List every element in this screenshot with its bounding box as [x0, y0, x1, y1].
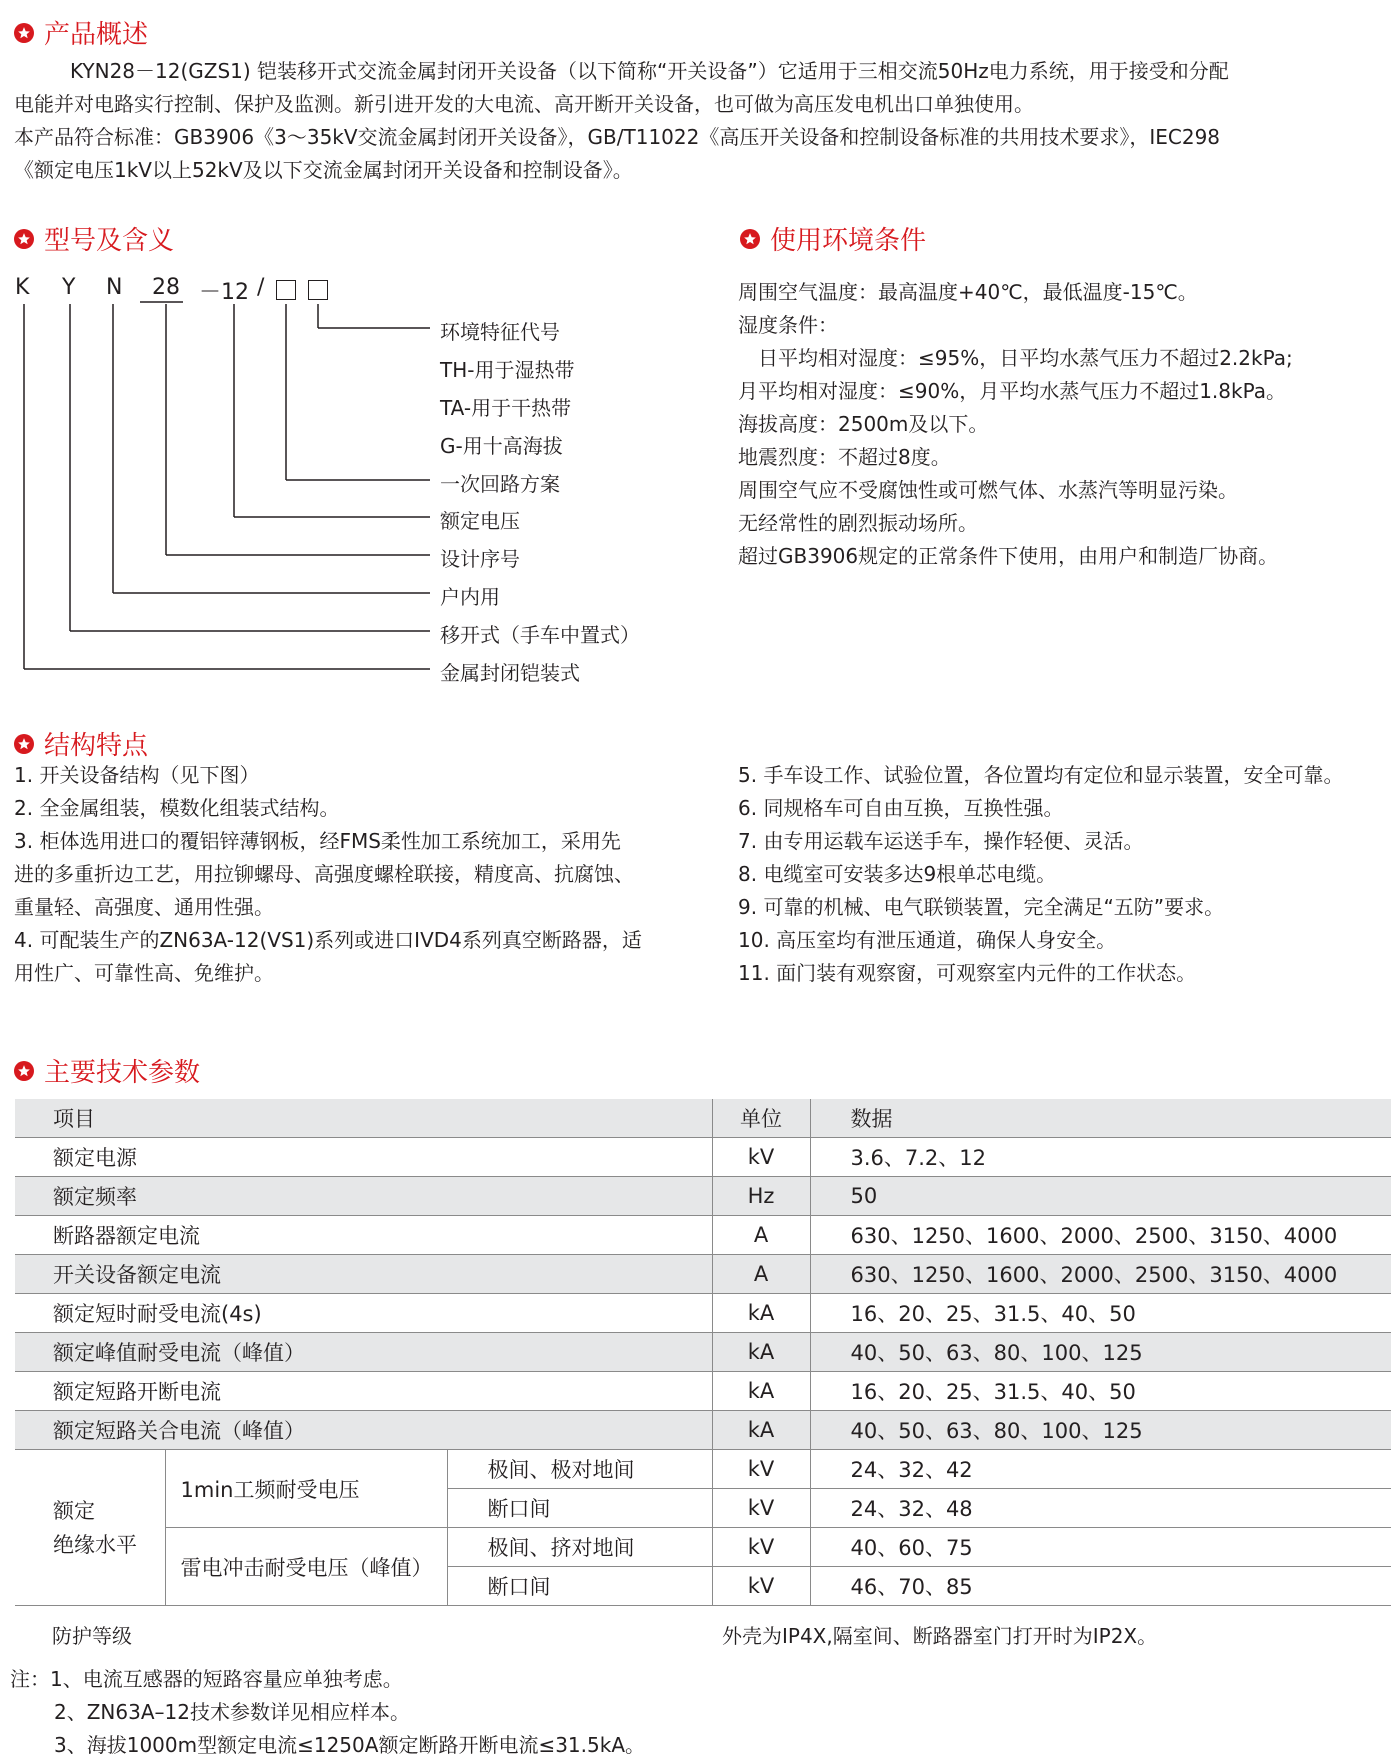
structure-item: 用性广、可靠性高、免维护。	[14, 961, 274, 985]
structure-item: 3. 柜体选用进口的覆铝锌薄钢板，经FMS柔性加工系统加工，采用先	[14, 829, 621, 853]
structure-title: 结构特点	[44, 731, 149, 761]
row-value: 24、32、42	[810, 1450, 1391, 1489]
structure-heading	[14, 725, 148, 762]
note-line: 2、ZN63A–12技术参数详见相应样本。	[54, 1700, 410, 1724]
model-label-th: TH-用于湿热带	[440, 358, 575, 382]
row-item: 额定短路关合电流（峰值）	[15, 1411, 712, 1450]
row-item: 额定峰值耐受电流（峰值）	[15, 1333, 712, 1372]
star-icon	[740, 229, 760, 249]
row-value: 630、1250、1600、2000、2500、3150、4000	[810, 1216, 1391, 1255]
header-item: 项目	[15, 1099, 712, 1138]
row-value: 46、70、85	[810, 1567, 1391, 1606]
row-item: 额定电源	[15, 1138, 712, 1177]
row-item: 额定短时耐受电流(4s)	[15, 1294, 712, 1333]
code-voltage: －12	[199, 280, 249, 305]
row-unit: kA	[712, 1294, 810, 1333]
insulation-group: 雷电冲击耐受电压（峰值）	[165, 1528, 447, 1606]
row-item: 开关设备额定电流	[15, 1255, 712, 1294]
structure-item: 进的多重折边工艺，用拉铆螺母、高强度螺栓联接，精度高、抗腐蚀、	[14, 862, 634, 886]
row-value: 40、60、75	[810, 1528, 1391, 1567]
structure-left	[14, 759, 714, 990]
environment-line: 周围空气应不受腐蚀性或可燃气体、水蒸汽等明显污染。	[738, 478, 1238, 502]
insulation-sub: 断口间	[447, 1489, 712, 1528]
code-letter-n: N	[106, 275, 123, 300]
structure-item: 9. 可靠的机械、电气联锁装置，完全满足“五防”要求。	[738, 895, 1225, 919]
insulation-sub: 极间、极对地间	[447, 1450, 712, 1489]
model-label-g: G-用十高海拔	[440, 434, 563, 458]
row-item: 额定频率	[15, 1177, 712, 1216]
structure-item: 5. 手车设工作、试验位置，各位置均有定位和显示装置，安全可靠。	[738, 763, 1344, 787]
table-row	[15, 1333, 1391, 1372]
model-label-indoor: 户内用	[440, 585, 500, 609]
model-diagram-lines	[0, 0, 460, 690]
model-label-scheme: 一次回路方案	[440, 472, 560, 496]
specs-table	[15, 1099, 1391, 1606]
code-letter-y: Y	[62, 275, 76, 300]
header-value: 数据	[810, 1099, 1391, 1138]
model-label-withdrawable: 移开式（手车中置式）	[440, 623, 640, 647]
environment-line: 月平均相对湿度：≤90%，月平均水蒸气压力不超过1.8kPa。	[738, 379, 1287, 403]
notes	[10, 1663, 1390, 1762]
environment-line: 周围空气温度：最高温度+40℃，最低温度-15℃。	[738, 280, 1198, 304]
model-title: 型号及含义	[44, 226, 175, 256]
specs-heading	[14, 1052, 200, 1089]
row-value: 40、50、63、80、100、125	[810, 1333, 1391, 1372]
environment-heading	[740, 220, 926, 257]
row-unit: kV	[712, 1450, 810, 1489]
structure-item: 11. 面门装有观察窗，可观察室内元件的工作状态。	[738, 961, 1197, 985]
star-icon	[14, 734, 34, 754]
environment-line: 地震烈度：不超过8度。	[738, 445, 951, 469]
insulation-label-line1: 额定	[53, 1498, 95, 1523]
table-row	[15, 1411, 1391, 1450]
environment-line: 湿度条件：	[738, 313, 838, 337]
model-label-design: 设计序号	[440, 547, 520, 571]
row-value: 630、1250、1600、2000、2500、3150、4000	[810, 1255, 1391, 1294]
row-unit: kV	[712, 1489, 810, 1528]
insulation-sub: 极间、挤对地间	[447, 1528, 712, 1567]
table-row	[15, 1450, 1391, 1489]
structure-item: 2. 全金属组装，模数化组装式结构。	[14, 796, 340, 820]
overview-line: 《额定电压1kV以上52kV及以下交流金属封闭开关设备和控制设备》。	[14, 158, 633, 182]
environment-line: 超过GB3906规定的正常条件下使用，由用户和制造厂协商。	[738, 544, 1279, 568]
table-row	[15, 1294, 1391, 1333]
table-header-row	[15, 1099, 1391, 1138]
overview-title: 产品概述	[44, 20, 149, 50]
environment-line: 日平均相对湿度：≤95%，日平均水蒸气压力不超过2.2kPa;	[738, 346, 1293, 370]
structure-item: 重量轻、高强度、通用性强。	[14, 895, 274, 919]
structure-item: 8. 电缆室可安装多达9根单芯电缆。	[738, 862, 1057, 886]
table-row	[15, 1528, 1391, 1567]
row-unit: kV	[712, 1528, 810, 1567]
row-value: 16、20、25、31.5、40、50	[810, 1372, 1391, 1411]
model-label-armored: 金属封闭铠装式	[440, 661, 580, 685]
table-row	[15, 1177, 1391, 1216]
row-unit: kA	[712, 1411, 810, 1450]
protection-label: 防护等级	[52, 1624, 132, 1648]
insulation-group: 1min工频耐受电压	[165, 1450, 447, 1528]
row-unit: kV	[712, 1138, 810, 1177]
model-label-ta: TA-用于干热带	[440, 396, 572, 420]
row-unit: A	[712, 1216, 810, 1255]
row-unit: kA	[712, 1333, 810, 1372]
row-value: 16、20、25、31.5、40、50	[810, 1294, 1391, 1333]
code-letter-k: K	[15, 275, 30, 300]
insulation-label-line2: 绝缘水平	[53, 1532, 137, 1557]
header-unit: 单位	[712, 1099, 810, 1138]
insulation-label	[15, 1450, 165, 1606]
overview-line: KYN28－12(GZS1) 铠装移开式交流金属封闭开关设备（以下简称“开关设备”）它适用于三相交流50Hz电力系统，用于接受和分配	[70, 59, 1229, 83]
row-item: 额定短路开断电流	[15, 1372, 712, 1411]
row-unit: kA	[712, 1372, 810, 1411]
structure-item: 10. 高压室均有泄压通道，确保人身安全。	[738, 928, 1117, 952]
overview-line: 电能并对电路实行控制、保护及监测。新引进开发的大电流、高开断开关设备，也可做为高压发电机出口单独使用。	[14, 92, 1034, 116]
model-label-environment: 环境特征代号	[440, 320, 560, 344]
row-value: 50	[810, 1177, 1391, 1216]
row-value: 40、50、63、80、100、125	[810, 1411, 1391, 1450]
table-row	[15, 1216, 1391, 1255]
overview-line: 本产品符合标准：GB3906《3～35kV交流金属封闭开关设备》，GB/T11022《高压开关设备和控制设备标准的共用技术要求》，IEC298	[14, 125, 1221, 149]
table-row	[15, 1138, 1391, 1177]
row-item: 断路器额定电流	[15, 1216, 712, 1255]
environment-line: 无经常性的剧烈振动场所。	[738, 511, 978, 535]
environment-line: 海拔高度：2500m及以下。	[738, 412, 989, 436]
insulation-sub: 断口间	[447, 1567, 712, 1606]
row-unit: Hz	[712, 1177, 810, 1216]
code-slash: /	[257, 275, 265, 300]
structure-item: 4. 可配装生产的ZN63A-12(VS1)系列或进口IVD4系列真空断路器，适	[14, 928, 642, 952]
protection-value: 外壳为IP4X,隔室间、断路器室门打开时为IP2X。	[722, 1624, 1158, 1648]
note-line: 3、海拔1000m型额定电流≤1250A额定断路开断电流≤31.5kA。	[54, 1733, 645, 1757]
structure-item: 1. 开关设备结构（见下图）	[14, 763, 260, 787]
environment-title: 使用环境条件	[770, 226, 927, 256]
environment-text	[738, 276, 1388, 573]
row-unit: A	[712, 1255, 810, 1294]
star-icon	[14, 1061, 34, 1081]
row-value: 24、32、48	[810, 1489, 1391, 1528]
structure-item: 6. 同规格车可自由互换，互换性强。	[738, 796, 1064, 820]
note-line: 注：1、电流互感器的短路容量应单独考虑。	[10, 1667, 403, 1691]
row-value: 3.6、7.2、12	[810, 1138, 1391, 1177]
specs-title: 主要技术参数	[44, 1058, 201, 1088]
table-row	[15, 1255, 1391, 1294]
model-label-voltage: 额定电压	[440, 509, 520, 533]
row-unit: kV	[712, 1567, 810, 1606]
structure-item: 7. 由专用运载车运送手车，操作轻便、灵活。	[738, 829, 1144, 853]
table-row	[15, 1372, 1391, 1411]
code-design-number: 28	[152, 275, 180, 300]
structure-right	[738, 759, 1388, 990]
